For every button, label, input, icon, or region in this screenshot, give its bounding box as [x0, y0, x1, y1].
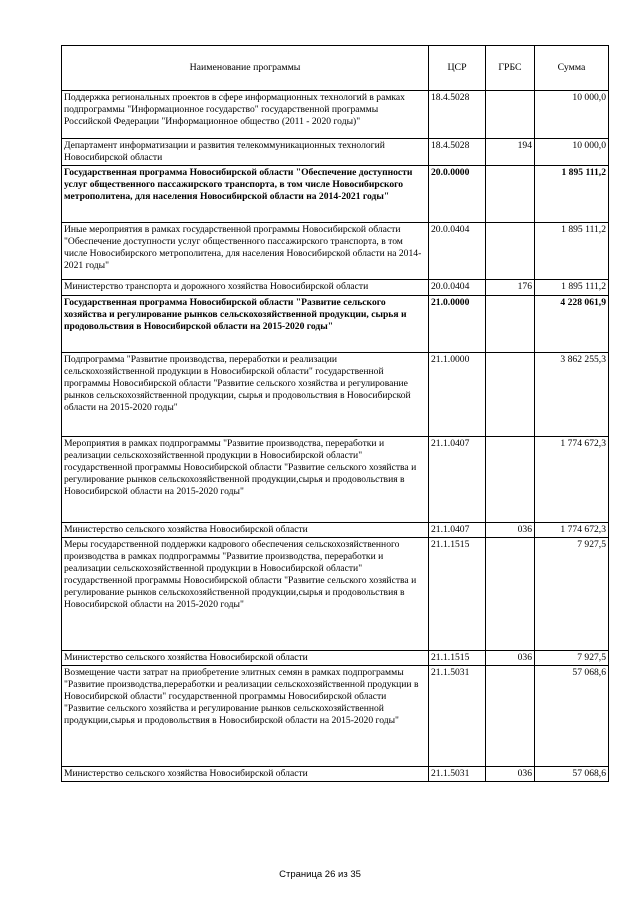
budget-table	[61, 45, 609, 782]
cell-sum: 7 927,5	[535, 651, 609, 666]
table-row	[62, 139, 609, 166]
cell-csr: 21.1.5031	[429, 767, 486, 782]
cell-grbs	[486, 437, 535, 523]
cell-grbs	[486, 296, 535, 353]
cell-grbs: 176	[486, 280, 535, 296]
header-program-name: Наименование программы	[62, 46, 429, 91]
cell-grbs	[486, 166, 535, 223]
table-row	[62, 91, 609, 139]
cell-csr: 18.4.5028	[429, 91, 486, 139]
table-row	[62, 296, 609, 353]
cell-grbs: 036	[486, 523, 535, 538]
table-body	[62, 91, 609, 782]
table-row	[62, 666, 609, 767]
cell-sum: 10 000,0	[535, 139, 609, 166]
cell-grbs	[486, 538, 535, 651]
page-number: Страница 26 из 35	[279, 869, 361, 880]
table-row	[62, 437, 609, 523]
cell-sum: 3 862 255,3	[535, 353, 609, 437]
cell-sum: 57 068,6	[535, 666, 609, 767]
cell-grbs	[486, 91, 535, 139]
cell-program-name: Иные мероприятия в рамках государственной программы Новосибирской области "Обеспечение доступности услуг общественного пассажирского транспорта, в том числе Новосибирского метрополитена, для населения Новосибирской области на 2014-2021 годы"	[62, 223, 429, 280]
cell-sum: 4 228 061,9	[535, 296, 609, 353]
cell-grbs	[486, 666, 535, 767]
cell-csr: 20.0.0404	[429, 280, 486, 296]
cell-grbs: 194	[486, 139, 535, 166]
table-row	[62, 538, 609, 651]
cell-csr: 21.1.0407	[429, 523, 486, 538]
cell-program-name: Мероприятия в рамках подпрограммы "Развитие производства, переработки и реализации сельскохозяйственной продукции в Новосибирской области" государственной программы Новосибирской области "Развитие сельского хозяйства и регулирование рынков сельскохозяйственной продукции,сырья и продовольствия в Новосибирской области на 2015-2020 годы"	[62, 437, 429, 523]
cell-csr: 18.4.5028	[429, 139, 486, 166]
cell-sum: 1 895 111,2	[535, 280, 609, 296]
cell-program-name: Подпрограмма "Развитие производства, переработки и реализации сельскохозяйственной продукции в Новосибирской области" государственной программы Новосибирской области "Развитие сельского хозяйства и регулирование рынков сельскохозяйственной продукции, сырья и продовольствия в Новосибирской области на 2015-2020 годы"	[62, 353, 429, 437]
table-row	[62, 523, 609, 538]
cell-csr: 21.1.5031	[429, 666, 486, 767]
cell-csr: 20.0.0000	[429, 166, 486, 223]
cell-grbs: 036	[486, 767, 535, 782]
table-row	[62, 767, 609, 782]
cell-grbs	[486, 223, 535, 280]
cell-program-name: Поддержка региональных проектов в сфере информационных технологий в рамках подпрограммы "Информационное государство" государственной программы Российской Федерации "Информационное общество (2011 - 2020 годы)"	[62, 91, 429, 139]
cell-csr: 21.0.0000	[429, 296, 486, 353]
cell-program-name: Департамент информатизации и развития телекоммуникационных технологий Новосибирской области	[62, 139, 429, 166]
cell-sum: 1 774 672,3	[535, 523, 609, 538]
cell-sum: 1 774 672,3	[535, 437, 609, 523]
table-row	[62, 353, 609, 437]
cell-grbs: 036	[486, 651, 535, 666]
cell-sum: 57 068,6	[535, 767, 609, 782]
table-row	[62, 651, 609, 666]
header-grbs: ГРБС	[486, 46, 535, 91]
cell-program-name: Министерство сельского хозяйства Новосибирской области	[62, 523, 429, 538]
cell-sum: 10 000,0	[535, 91, 609, 139]
cell-csr: 21.1.0000	[429, 353, 486, 437]
cell-program-name: Министерство сельского хозяйства Новосибирской области	[62, 767, 429, 782]
cell-program-name: Государственная программа Новосибирской области "Развитие сельского хозяйства и регулирование рынков сельскохозяйственной продукции, сырья и продовольствия в Новосибирской области на 2015-2020 годы"	[62, 296, 429, 353]
cell-sum: 1 895 111,2	[535, 223, 609, 280]
cell-csr: 21.1.1515	[429, 538, 486, 651]
cell-program-name: Государственная программа Новосибирской области "Обеспечение доступности услуг общественного пассажирского транспорта, в том числе Новосибирского метрополитена, для населения Новосибирской области на 2014-2021 годы"	[62, 166, 429, 223]
cell-program-name: Министерство сельского хозяйства Новосибирской области	[62, 651, 429, 666]
cell-sum: 7 927,5	[535, 538, 609, 651]
header-sum: Сумма	[535, 46, 609, 91]
cell-csr: 21.1.0407	[429, 437, 486, 523]
header-csr: ЦСР	[429, 46, 486, 91]
table-row	[62, 280, 609, 296]
table-row	[62, 223, 609, 280]
cell-grbs	[486, 353, 535, 437]
table-row	[62, 166, 609, 223]
table-header-row	[62, 46, 609, 91]
cell-csr: 20.0.0404	[429, 223, 486, 280]
cell-program-name: Возмещение части затрат на приобретение элитных семян в рамках подпрограммы "Развитие производства,переработки и реализации сельскохозяйственной продукции в Новосибирской области" государственной программы Новосибирской области "Развитие сельского хозяйства и регулирование рынков сельскохозяйственной продукции,сырья и продовольствия в Новосибирской области на 2015-2020 годы"	[62, 666, 429, 767]
cell-program-name: Министерство транспорта и дорожного хозяйства Новосибирской области	[62, 280, 429, 296]
cell-sum: 1 895 111,2	[535, 166, 609, 223]
cell-csr: 21.1.1515	[429, 651, 486, 666]
cell-program-name: Меры государственной поддержки кадрового обеспечения сельскохозяйственного производства в рамках подпрограммы "Развитие производства, переработки и реализации сельскохозяйственной продукции в Новосибирской области" государственной программы Новосибирской области "Развитие сельского хозяйства и регулирование рынков сельскохозяйственной продукции,сырья и продовольствия в Новосибирской области на 2015-2020 годы"	[62, 538, 429, 651]
